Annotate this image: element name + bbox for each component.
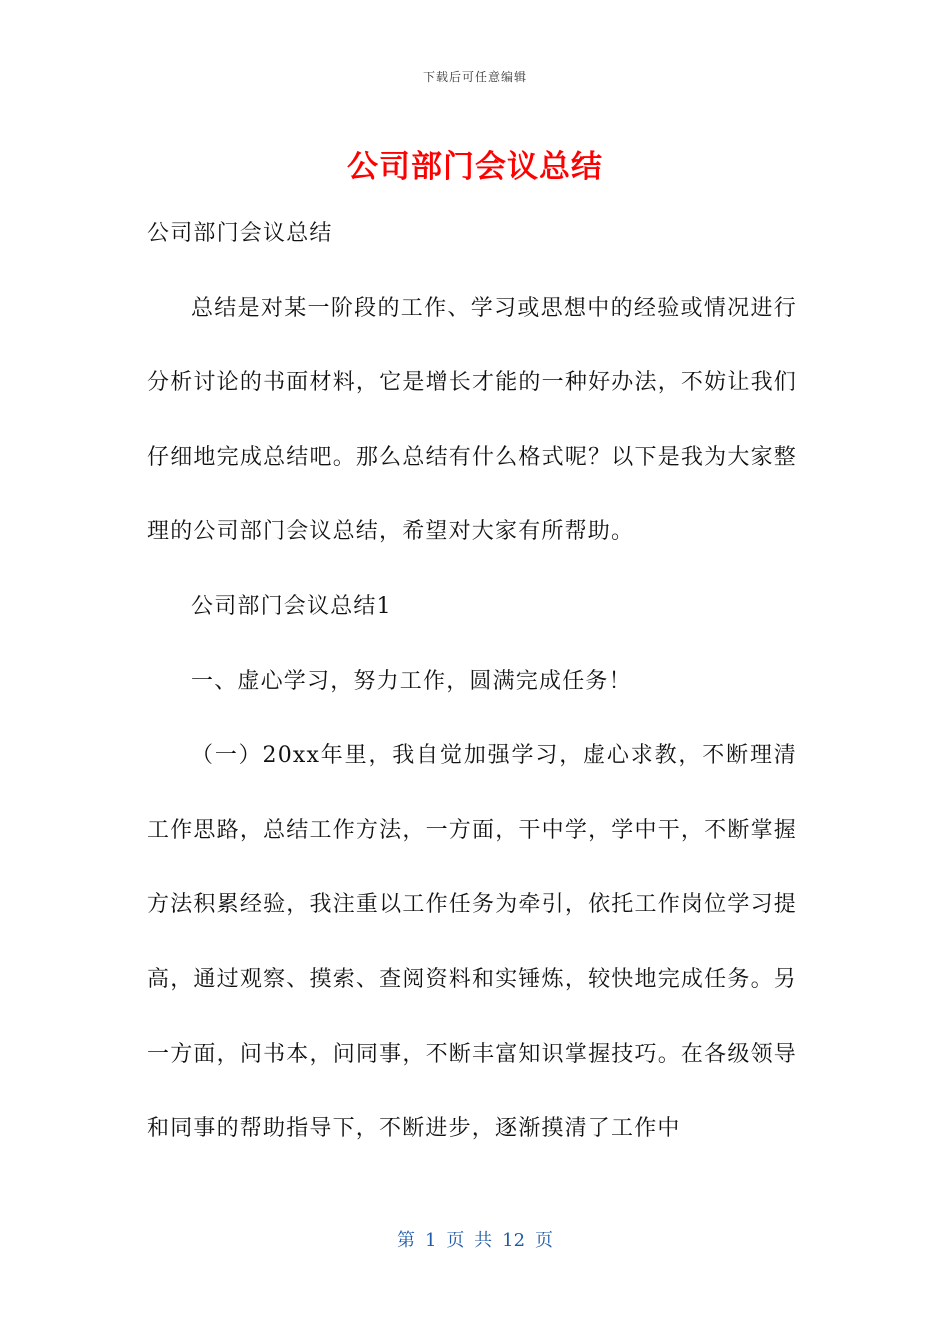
footer-middle: 页 共	[446, 1230, 493, 1251]
subsection-heading: 一、虚心学习，努力工作，圆满完成任务！	[191, 668, 632, 694]
body-paragraph: （一）20xx年里，我自觉加强学习，虚心求教，不断理清工作思路，总结工作方法，一方面，干中学，学中干，不断掌握方法积累经验，我注重以工作任务为牵引，依托工作岗位学习提高，通过观察、摸索、查阅资料和实锤炼，较快地完成任务。另一方面，问书本，问同事，不断丰富知识掌握技巧。在各级领导和同事的帮助指导下，不断进步，逐渐摸清了工作中	[147, 743, 797, 1142]
section-heading: 公司部门会议总结1	[191, 593, 392, 619]
footer-suffix: 页	[535, 1230, 554, 1251]
footer-current-page: 1	[424, 1230, 437, 1251]
footer-total-pages: 12	[502, 1230, 526, 1251]
header-note: 下载后可任意编辑	[422, 70, 527, 84]
intro-paragraph: 总结是对某一阶段的工作、学习或思想中的经验或情况进行分析讨论的书面材料，它是增长才能的一种好办法，不妨让我们仔细地完成总结吧。那么总结有什么格式呢？以下是我为大家整理的公司部门会议总结，希望对大家有所帮助。	[147, 295, 797, 545]
document-title: 公司部门会议总结	[347, 149, 603, 185]
document-body	[147, 197, 797, 1167]
footer-prefix: 第	[396, 1230, 415, 1251]
page-number-footer	[0, 1226, 950, 1252]
subtitle-paragraph: 公司部门会议总结	[147, 221, 333, 246]
